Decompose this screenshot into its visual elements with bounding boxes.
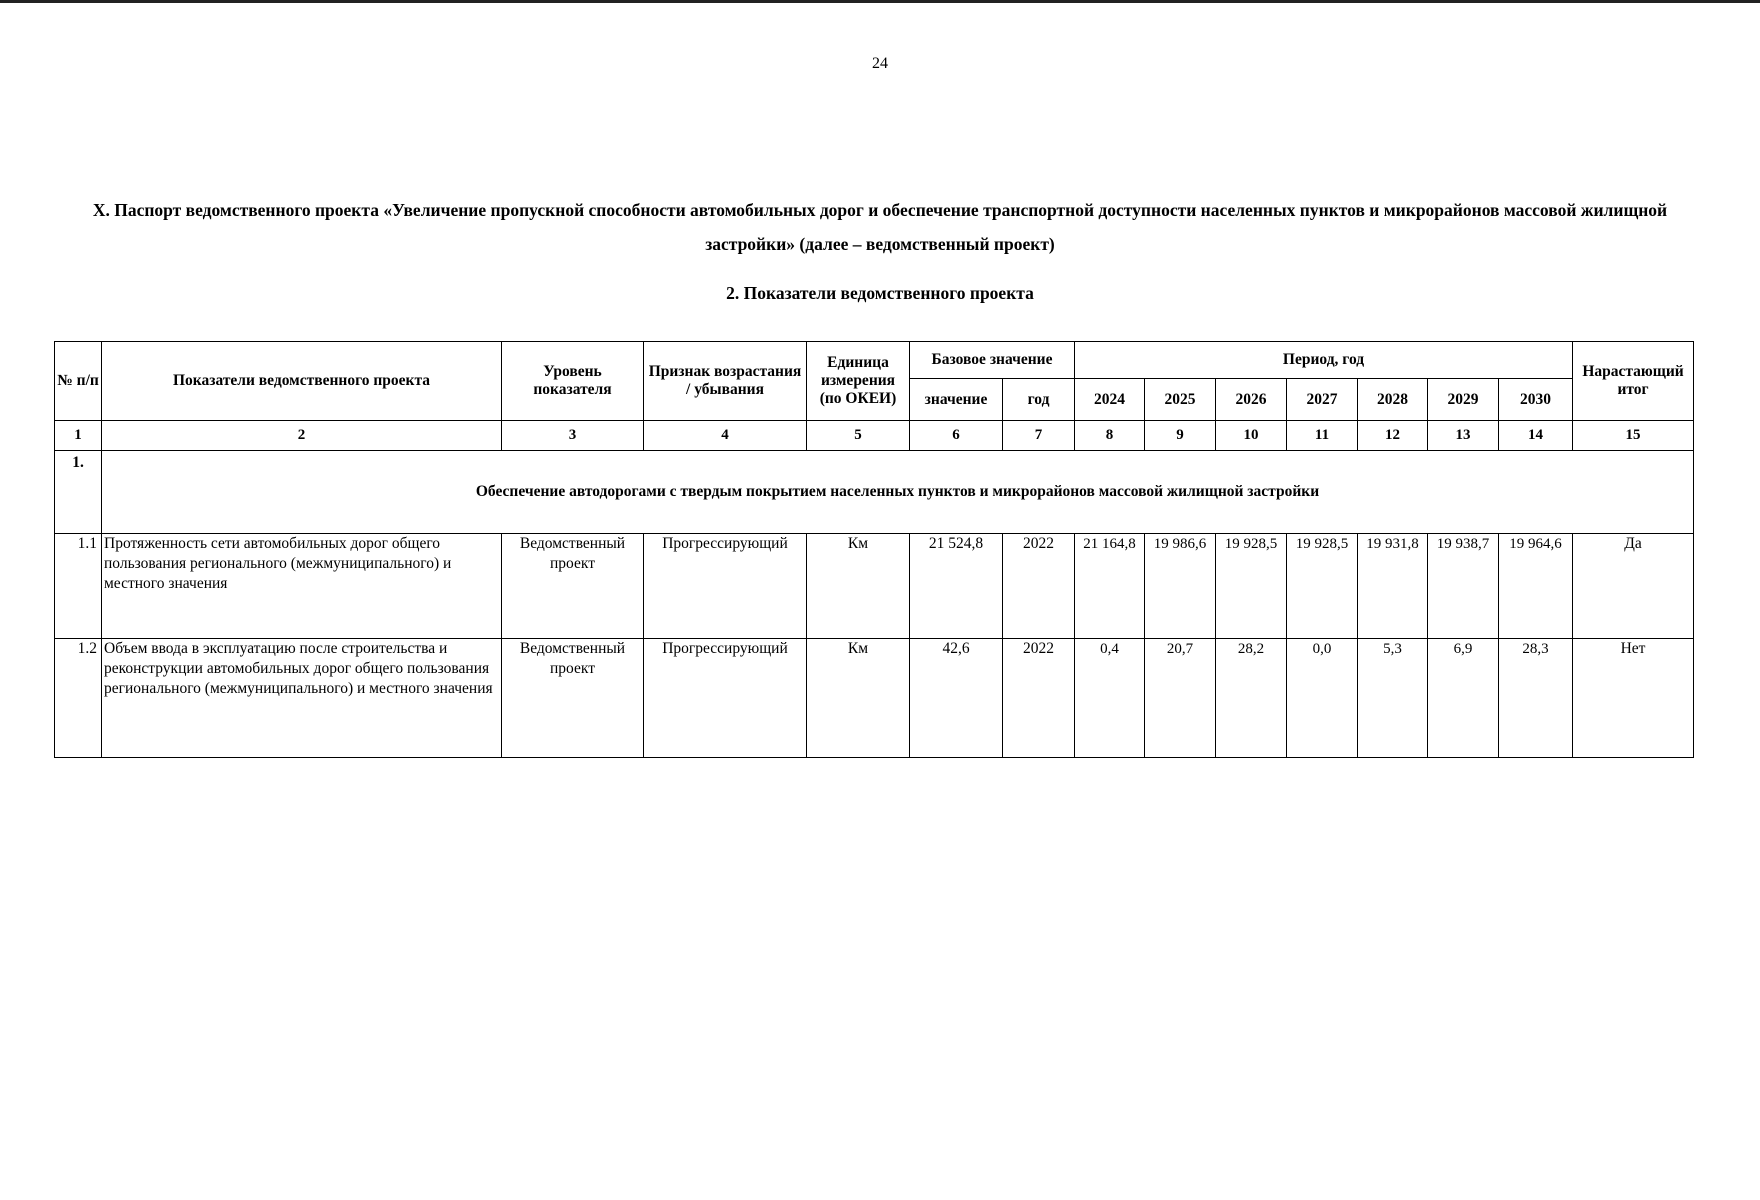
row-level: Ведомственный проект: [502, 639, 644, 758]
page-number: 24: [872, 55, 888, 72]
row-year-value: 21 164,8: [1075, 534, 1145, 639]
table-row: [55, 534, 1694, 639]
row-unit: Км: [807, 639, 910, 758]
column-number: 6: [910, 421, 1003, 451]
header-year: 2027: [1287, 379, 1358, 421]
row-base-year: 2022: [1003, 534, 1075, 639]
header-year: 2030: [1499, 379, 1573, 421]
column-number: 15: [1573, 421, 1694, 451]
column-number: 11: [1287, 421, 1358, 451]
row-year-value: 20,7: [1145, 639, 1216, 758]
row-year-value: 6,9: [1428, 639, 1499, 758]
table-row: [55, 639, 1694, 758]
row-year-value: 0,0: [1287, 639, 1358, 758]
header-base: Базовое значение: [910, 342, 1075, 379]
column-number: 7: [1003, 421, 1075, 451]
header-year: 2025: [1145, 379, 1216, 421]
column-number: 5: [807, 421, 910, 451]
row-year-value: 19 964,6: [1499, 534, 1573, 639]
row-year-value: 19 986,6: [1145, 534, 1216, 639]
section-title: Обеспечение автодорогами с твердым покрытием населенных пунктов и микрорайонов массовой жилищной застройки: [102, 451, 1694, 534]
row-base-value: 21 524,8: [910, 534, 1003, 639]
row-base-year: 2022: [1003, 639, 1075, 758]
column-number-row: [55, 421, 1694, 451]
header-year: 2029: [1428, 379, 1499, 421]
row-index: 1.1: [55, 534, 102, 639]
column-number: 1: [55, 421, 102, 451]
row-base-value: 42,6: [910, 639, 1003, 758]
header-year: 2024: [1075, 379, 1145, 421]
header-indicator: Показатели ведомственного проекта: [102, 342, 502, 421]
indicators-table: [54, 341, 1694, 758]
document-title: X. Паспорт ведомственного проекта «Увеличение пропускной способности автомобильных дорог и обеспечение транспортной доступности населенных пунктов и микрорайонов массовой жилищной застройки» (далее – ведомственный проект): [92, 200, 1668, 254]
header-level: Уровень показателя: [502, 342, 644, 421]
row-indicator: Протяженность сети автомобильных дорог общего пользования регионального (межмуниципального) и местного значения: [102, 534, 502, 639]
column-number: 13: [1428, 421, 1499, 451]
column-number: 8: [1075, 421, 1145, 451]
header-year: 2028: [1358, 379, 1428, 421]
header-year: 2026: [1216, 379, 1287, 421]
header-cumulative: Нарастающий итог: [1573, 342, 1694, 421]
row-year-value: 19 928,5: [1287, 534, 1358, 639]
row-year-value: 28,3: [1499, 639, 1573, 758]
header-row-top: [55, 342, 1694, 379]
row-unit: Км: [807, 534, 910, 639]
row-year-value: 19 928,5: [1216, 534, 1287, 639]
row-indicator: Объем ввода в эксплуатацию после строительства и реконструкции автомобильных дорог общего пользования регионального (межмуниципального) и местного значения: [102, 639, 502, 758]
top-border-line: [0, 0, 1760, 3]
column-number: 9: [1145, 421, 1216, 451]
row-year-value: 5,3: [1358, 639, 1428, 758]
section-subtitle: 2. Показатели ведомственного проекта: [726, 283, 1034, 303]
column-number: 3: [502, 421, 644, 451]
row-year-value: 28,2: [1216, 639, 1287, 758]
header-period: Период, год: [1075, 342, 1573, 379]
header-unit: Единица измерения (по ОКЕИ): [807, 342, 910, 421]
row-year-value: 19 931,8: [1358, 534, 1428, 639]
section-row: [55, 451, 1694, 534]
header-num: № п/п: [55, 342, 102, 421]
column-number: 2: [102, 421, 502, 451]
row-year-value: 0,4: [1075, 639, 1145, 758]
column-number: 14: [1499, 421, 1573, 451]
row-cumulative: Нет: [1573, 639, 1694, 758]
section-index: 1.: [55, 451, 102, 534]
column-number: 4: [644, 421, 807, 451]
header-trend: Признак возрастания / убывания: [644, 342, 807, 421]
row-index: 1.2: [55, 639, 102, 758]
row-cumulative: Да: [1573, 534, 1694, 639]
header-base-value: значение: [910, 379, 1003, 421]
row-trend: Прогрессирующий: [644, 534, 807, 639]
row-trend: Прогрессирующий: [644, 639, 807, 758]
header-base-year: год: [1003, 379, 1075, 421]
row-level: Ведомственный проект: [502, 534, 644, 639]
column-number: 12: [1358, 421, 1428, 451]
row-year-value: 19 938,7: [1428, 534, 1499, 639]
column-number: 10: [1216, 421, 1287, 451]
